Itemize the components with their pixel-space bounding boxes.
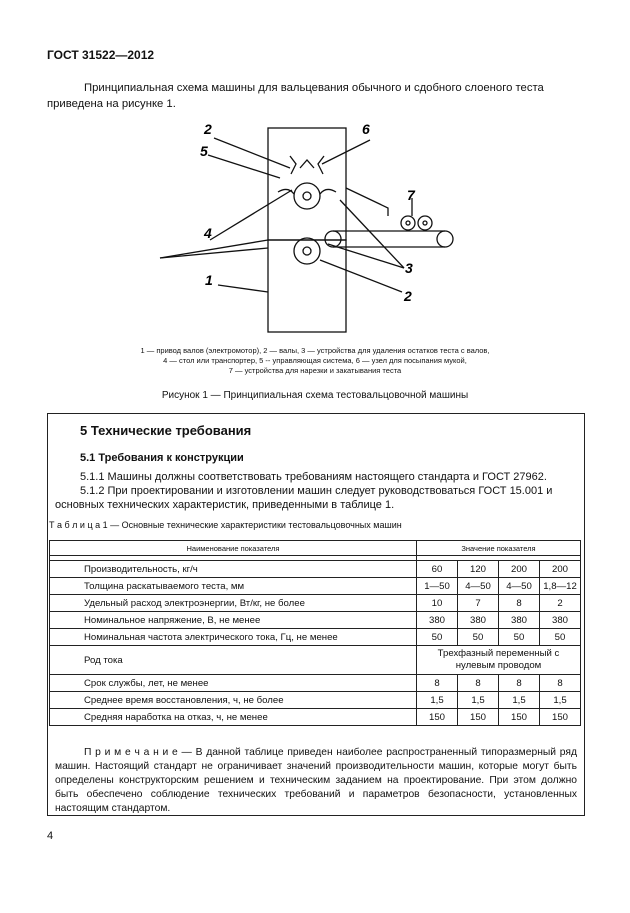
legend-line: 7 — устройства для нарезки и закатывания теста [228,366,402,375]
table-row [50,646,581,675]
row-value: 1,8—12 [540,578,581,595]
row-value: 1,5 [458,692,499,709]
table-row [50,612,581,629]
paragraph-5-1-2: 5.1.2 При проектировании и изготовлении машин следует руководствоваться ГОСТ 15.001 и основных технических характеристик, приведенными в таблице 1. [55,485,553,511]
legend-line: 4 — стол или транспортер, 5 -- управляющая система, 6 — узел для посыпания мукой, [163,356,467,365]
row-value: 380 [417,612,458,629]
doc-header: ГОСТ 31522—2012 [47,48,155,62]
row-value: 200 [499,561,540,578]
row-name: Удельный расход электроэнергии, Вт/кг, не более [50,595,417,612]
subsection-title: 5.1 Требования к конструкции [80,452,244,464]
row-value: 4—50 [458,578,499,595]
row-value: 120 [458,561,499,578]
row-name: Средняя наработка на отказ, ч, не менее [50,709,417,726]
row-value: 380 [458,612,499,629]
row-value: 150 [540,709,581,726]
row-value: 50 [458,629,499,646]
header-value: Значение показателя [417,541,581,556]
legend-line: 1 — привод валов (электромотор), 2 — валы, 3 — устройства для удаления остатков теста с валов, [140,346,490,355]
row-value: 50 [499,629,540,646]
row-name: Толщина раскатываемого теста, мм [50,578,417,595]
table-note: П р и м е ч а н и е — В данной таблице приведен наиболее распространенный типоразмерный ряд машин. Настоящий стандарт не ограничивает значений производительности машин, которые могут быть определены конструкторским решением и техническим заданием на проектирование. При этом должно быть обеспечено соблюдение технических требований и параметров безопасности, установленных настоящим стандартом. [55,747,577,814]
label-6: 6 [362,121,370,137]
label-1: 1 [205,272,213,288]
row-value: 1,5 [417,692,458,709]
row-value: 150 [458,709,499,726]
row-name: Среднее время восстановления, ч, не более [50,692,417,709]
row-name: Номинальное напряжение, В, не менее [50,612,417,629]
table-row [50,629,581,646]
label-5: 5 [200,143,208,159]
row-value: 4—50 [499,578,540,595]
row-value: 1—50 [417,578,458,595]
label-2-bottom: 2 [404,288,412,304]
row-value: 380 [499,612,540,629]
header-name: Наименование показателя [50,541,417,556]
row-name: Срок службы, лет, не менее [50,675,417,692]
table-row [50,561,581,578]
row-value: 1,5 [540,692,581,709]
figure-legend [60,346,570,376]
row-value: 60 [417,561,458,578]
row-value: 50 [417,629,458,646]
table-row [50,709,581,726]
label-7: 7 [407,187,415,203]
row-value: 380 [540,612,581,629]
table-row [50,578,581,595]
machine-schematic [150,120,470,350]
row-name: Производительность, кг/ч [50,561,417,578]
label-2-top: 2 [204,121,212,137]
table-row [50,692,581,709]
row-value-merged: Трехфазный переменный с нулевым проводом [417,646,581,675]
characteristics-table [49,540,581,726]
page-number: 4 [47,830,54,842]
row-value: 50 [540,629,581,646]
row-value: 2 [540,595,581,612]
label-4: 4 [204,225,212,241]
table-row [50,675,581,692]
label-3: 3 [405,260,413,276]
row-value: 8 [417,675,458,692]
row-value: 7 [458,595,499,612]
row-value: 8 [499,675,540,692]
table-row [50,595,581,612]
row-value: 8 [499,595,540,612]
row-name: Род тока [50,646,417,675]
row-value: 1,5 [499,692,540,709]
row-name: Номинальная частота электрического тока, Гц, не менее [50,629,417,646]
row-value: 8 [458,675,499,692]
figure-caption: Рисунок 1 — Принципиальная схема тестовальцовочной машины [161,390,469,401]
paragraph-5-1-1: 5.1.1 Машины должны соответствовать требованиям настоящего стандарта и ГОСТ 27962. [80,471,547,483]
row-value: 200 [540,561,581,578]
intro-paragraph: Принципиальная схема машины для вальцевания обычного и сдобного слоеного теста приведена на рисунке 1. [47,82,544,110]
row-value: 8 [540,675,581,692]
table-header-row [50,541,581,556]
table-caption: Т а б л и ц а 1 — Основные технические характеристики тестовальцовочных машин [49,520,402,530]
section-title: 5 Технические требования [80,423,252,438]
row-value: 150 [499,709,540,726]
row-value: 10 [417,595,458,612]
row-value: 150 [417,709,458,726]
